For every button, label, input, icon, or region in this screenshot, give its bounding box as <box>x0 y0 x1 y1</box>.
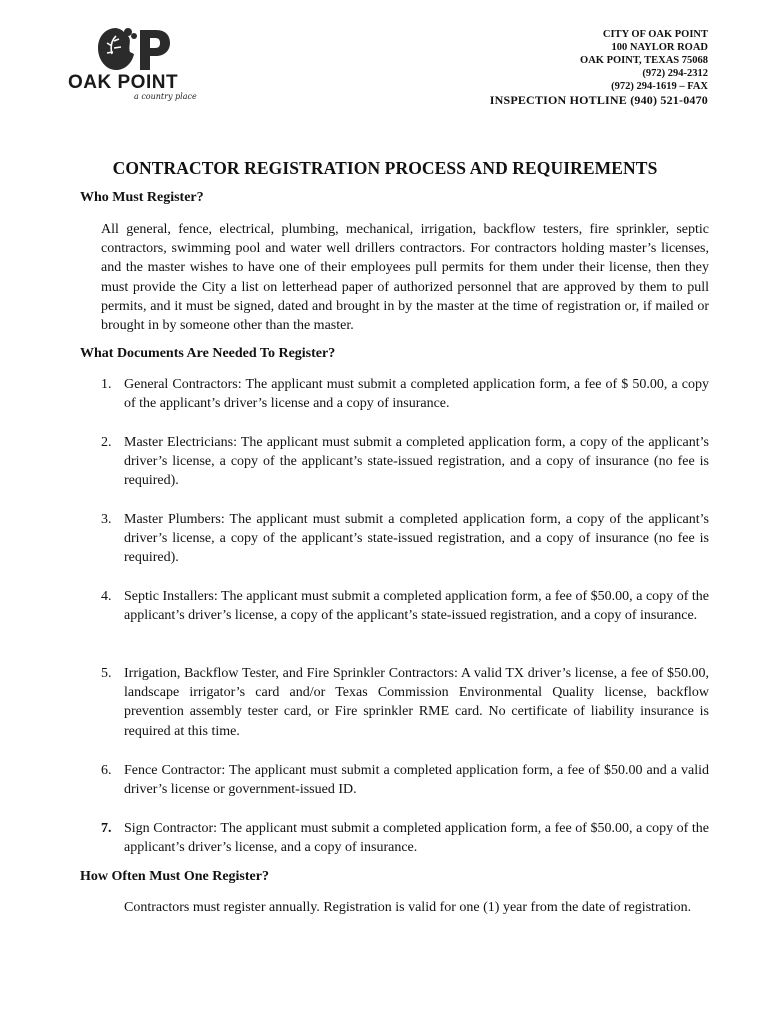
list-item <box>101 819 709 857</box>
oak-point-logo <box>68 26 198 101</box>
list-item <box>101 664 709 741</box>
list-item-number: 3. <box>101 512 112 527</box>
address-line: 100 NAYLOR ROAD <box>611 42 708 53</box>
list-item-number: 1. <box>101 377 112 392</box>
address-line: (972) 294-2312 <box>642 68 708 79</box>
list-item <box>101 433 709 491</box>
list-item <box>101 587 709 625</box>
how-often-body: Contractors must register annually. Registration is valid for one (1) year from the date of registration. <box>124 900 692 915</box>
address-line: (972) 294-1619 – FAX <box>611 81 708 92</box>
list-item-number: 6. <box>101 763 112 778</box>
list-item-number: 7. <box>101 821 112 836</box>
section-heading-how-often: How Often Must One Register? <box>80 869 269 884</box>
list-item-text: Septic Installers: The applicant must submit a completed application form, a fee of $50.00, a copy of the applicant’s driver’s license, a copy of the applicant’s state-issued registration, and a copy of insurance. <box>124 589 709 624</box>
list-item-text: Irrigation, Backflow Tester, and Fire Sprinkler Contractors: A valid TX driver’s license, a fee of $50.00, landscape irrigator’s card and/or Texas Commission Environmental Quality license, backflow prevention assembly tester card, or Fire sprinkler RME card. No certificate of liability insurance is required at this time. <box>124 666 709 739</box>
list-item-number: 5. <box>101 666 112 681</box>
list-item-text: Master Plumbers: The applicant must submit a completed application form, a copy of the applicant’s driver’s license, a copy of the applicant’s state-issued registration, and a copy of insurance (no fee is required). <box>124 512 709 566</box>
list-item-text: Fence Contractor: The applicant must submit a completed application form, a fee of $50.00 and a valid driver’s license or government-issued ID. <box>124 763 709 798</box>
section-heading-who-must-register: Who Must Register? <box>80 190 204 205</box>
address-line: CITY OF OAK POINT <box>602 29 708 40</box>
logo-wordmark: OAK POINT <box>68 72 179 93</box>
oak-leaf-op-logo-icon <box>94 26 172 74</box>
document-title: CONTRACTOR REGISTRATION PROCESS AND REQUIREMENTS <box>112 158 658 178</box>
list-item <box>101 761 709 799</box>
city-address-block <box>580 28 708 93</box>
list-item-text: General Contractors: The applicant must submit a completed application form, a fee of $ 50.00, a copy of the applicant’s driver’s license and a copy of insurance. <box>124 377 709 412</box>
list-item-text: Sign Contractor: The applicant must submit a completed application form, a fee of $50.00, a copy of the applicant’s driver’s license, and a copy of insurance. <box>124 821 709 856</box>
section-heading-documents-needed: What Documents Are Needed To Register? <box>80 346 336 361</box>
list-item-text: Master Electricians: The applicant must submit a completed application form, a copy of the applicant’s driver’s license, a copy of the applicant’s state-issued registration, and a copy of insurance (no fee is required). <box>124 435 709 489</box>
list-item <box>101 510 709 568</box>
list-item <box>101 375 709 413</box>
list-item-number: 4. <box>101 589 112 604</box>
address-line: OAK POINT, TEXAS 75068 <box>580 55 708 66</box>
list-item-number: 2. <box>101 435 112 450</box>
logo-tagline: a country place <box>134 92 197 101</box>
who-must-register-body: All general, fence, electrical, plumbing, mechanical, irrigation, backflow testers, fire sprinkler, septic contractors, swimming pool and water well drillers contractors. For contractors holding master’s licenses, and the master wishes to have one of their employees pull permits for them under their license, then they must provide the City a list on letterhead paper of authorized personnel that are approved by them to pull permits, and it must be signed, dated and brought in by the master at the time of registration or, if mailed or brought in by someone other than the master. <box>101 222 709 334</box>
inspection-hotline: INSPECTION HOTLINE (940) 521-0470 <box>489 93 708 107</box>
